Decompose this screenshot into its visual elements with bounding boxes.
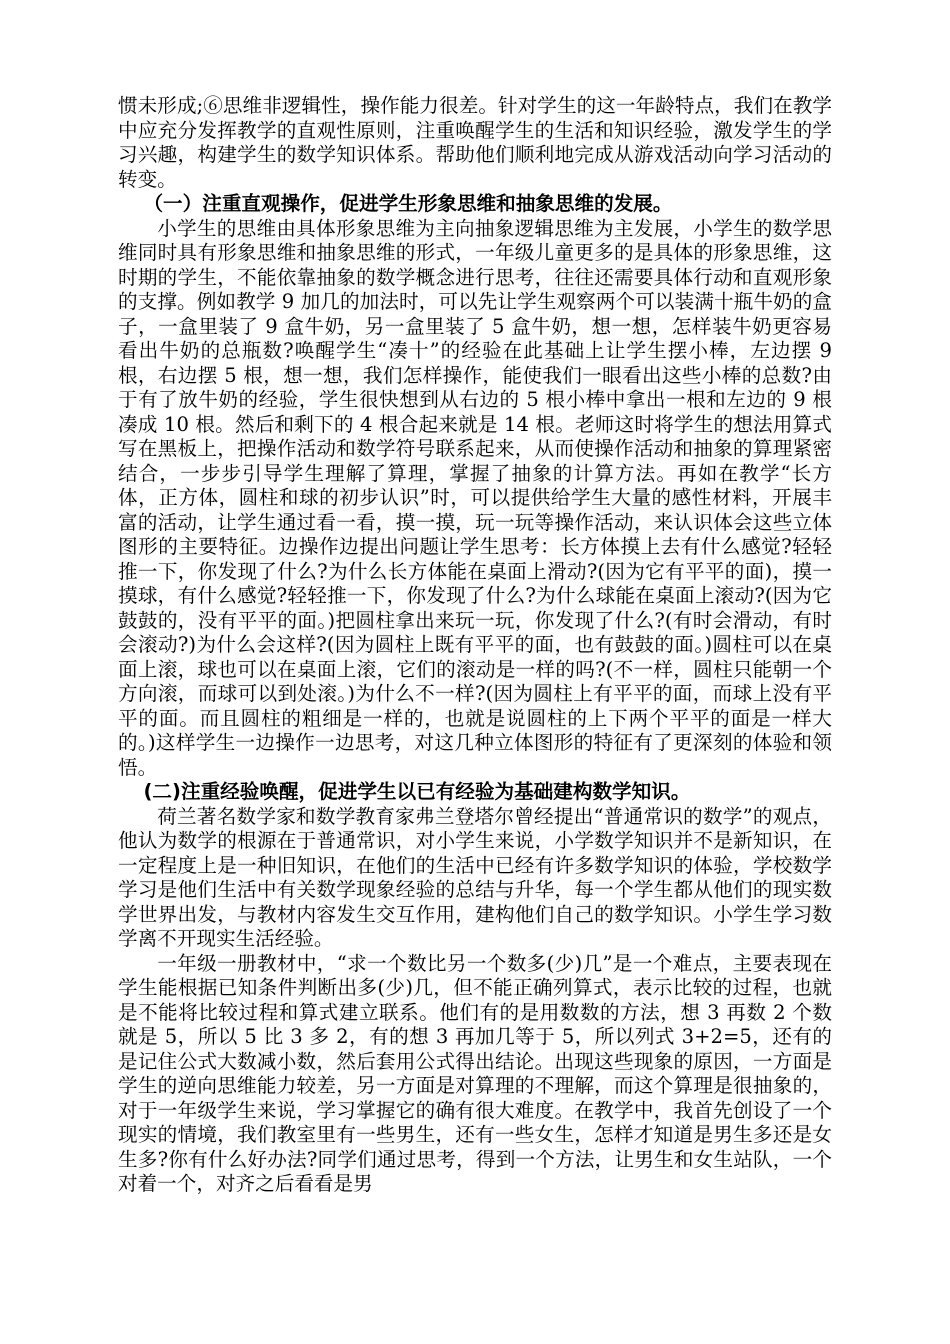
paragraph-more-less-example: 一年级一册教材中，“求一个数比另一个数多(少)几”是一个难点，主要表现在学生能根据已知条件判断出多(少)几，但不能正确列算式，表示比较的过程，也就是不能将比较过程和算式建立联系。他们有的是用数数的方法，想 3 再数 2 个数就是 5，所以 5 比 3 多 2，有的想 3 再加几等于 5，所以列式 3+2=5，还有的是记住公式大数减小数，然后套用公式得出结论。出现这些现象的原因，一方面是学生的逆向思维能力较差，另一方面是对算理的不理解，而这个算理是很抽象的，对于一年级学生来说，学习掌握它的确有很大难度。在教学中，我首先创设了一个现实的情境，我们教室里有一些男生，还有一些女生，怎样才知道是男生多还是女生多?你有什么好办法?同学们通过思考，得到一个方法，让男生和女生站队，一个对着一个，对齐之后看看是男: [118, 951, 832, 1195]
section-heading-one: （一）注重直观操作，促进学生形象思维和抽象思维的发展。: [143, 192, 673, 215]
document-page: [118, 94, 832, 1197]
paragraph-intuitive-operation: 小学生的思维由具体形象思维为主向抽象逻辑思维为主发展，小学生的数学思维同时具有形象思维和抽象思维的形式，一年级儿童更多的是具体的形象思维，这时期的学生，不能依靠抽象的数学概念进行思考，往往还需要具体行动和直观形象的支撑。例如教学 9 加几的加法时，可以先让学生观察两个可以装满十瓶牛奶的盒子，一盒里装了 9 盒牛奶，另一盒里装了 5 盒牛奶，想一想，怎样装牛奶更容易看出牛奶的总瓶数?唤醒学生“凑十”的经验在此基础上让学生摆小棒，左边摆 9 根，右边摆 5 根，想一想，我们怎样操作，能使我们一眼看出这些小棒的总数?由于有了放牛奶的经验，学生很快想到从右边的 5 根小棒中拿出一根和左边的 9 根凑成 10 根。然后和剩下的 4 根合起来就是 14 根。老师这时将学生的想法用算式写在黑板上，把操作活动和数学符号联系起来，从而使操作活动和抽象的算理紧密结合，一步步引导学生理解了算理，掌握了抽象的计算方法。再如在教学“长方体，正方体，圆柱和球的初步认识”时，可以提供给学生大量的感性材料，开展丰富的活动，让学生通过看一看，摸一摸，玩一玩等操作活动，来认识体会这些立体图形的主要特征。边操作边提出问题让学生思考：长方体摸上去有什么感觉?轻轻推一下，你发现了什么?为什么长方体能在桌面上滑动?(因为它有平平的面)，摸一摸球，有什么感觉?轻轻推一下，你发现了什么?为什么球能在桌面上滚动?(因为它鼓鼓的，没有平平的面。)把圆柱拿出来玩一玩，你发现了什么?(有时会滑动，有时会滚动?)为什么会这样?(因为圆柱上既有平平的面，也有鼓鼓的面。)圆柱可以在桌面上滚，球也可以在桌面上滚，它们的滚动是一样的吗?(不一样，圆柱只能朝一个方向滚，而球可以到处滚。)为什么不一样?(因为圆柱上有平平的面，而球上没有平平的面。而且圆柱的粗细是一样的，也就是说圆柱的上下两个平平的面是一样大的。)这样学生一边操作一边思考，对这几种立体图形的特征有了更深刻的体验和领悟。: [118, 216, 832, 779]
section-heading-two: (二)注重经验唤醒，促进学生以已有经验为基础建构数学知识。: [143, 780, 691, 803]
paragraph-intro-continued: 惯未形成;⑥思维非逻辑性，操作能力很差。针对学生的这一年龄特点，我们在教学中应充分发挥教学的直观性原则，注重唤醒学生的生活和知识经验，激发学生的学习兴趣，构建学生的数学知识体系。帮助他们顺利地完成从游戏活动向学习活动的转变。: [118, 94, 832, 191]
paragraph-freudenthal: 荷兰著名数学家和数学教育家弗兰登塔尔曾经提出“普通常识的数学”的观点，他认为数学的根源在于普通常识，对小学生来说，小学数学知识并不是新知识，在一定程度上是一种旧知识，在他们的生活中已经有许多数学知识的体验，学校数学学习是他们生活中有关数学现象经验的总结与升华，每一个学生都从他们的现实数学世界出发，与教材内容发生交互作用，建构他们自己的数学知识。小学生学习数学离不开现实生活经验。: [118, 804, 832, 950]
